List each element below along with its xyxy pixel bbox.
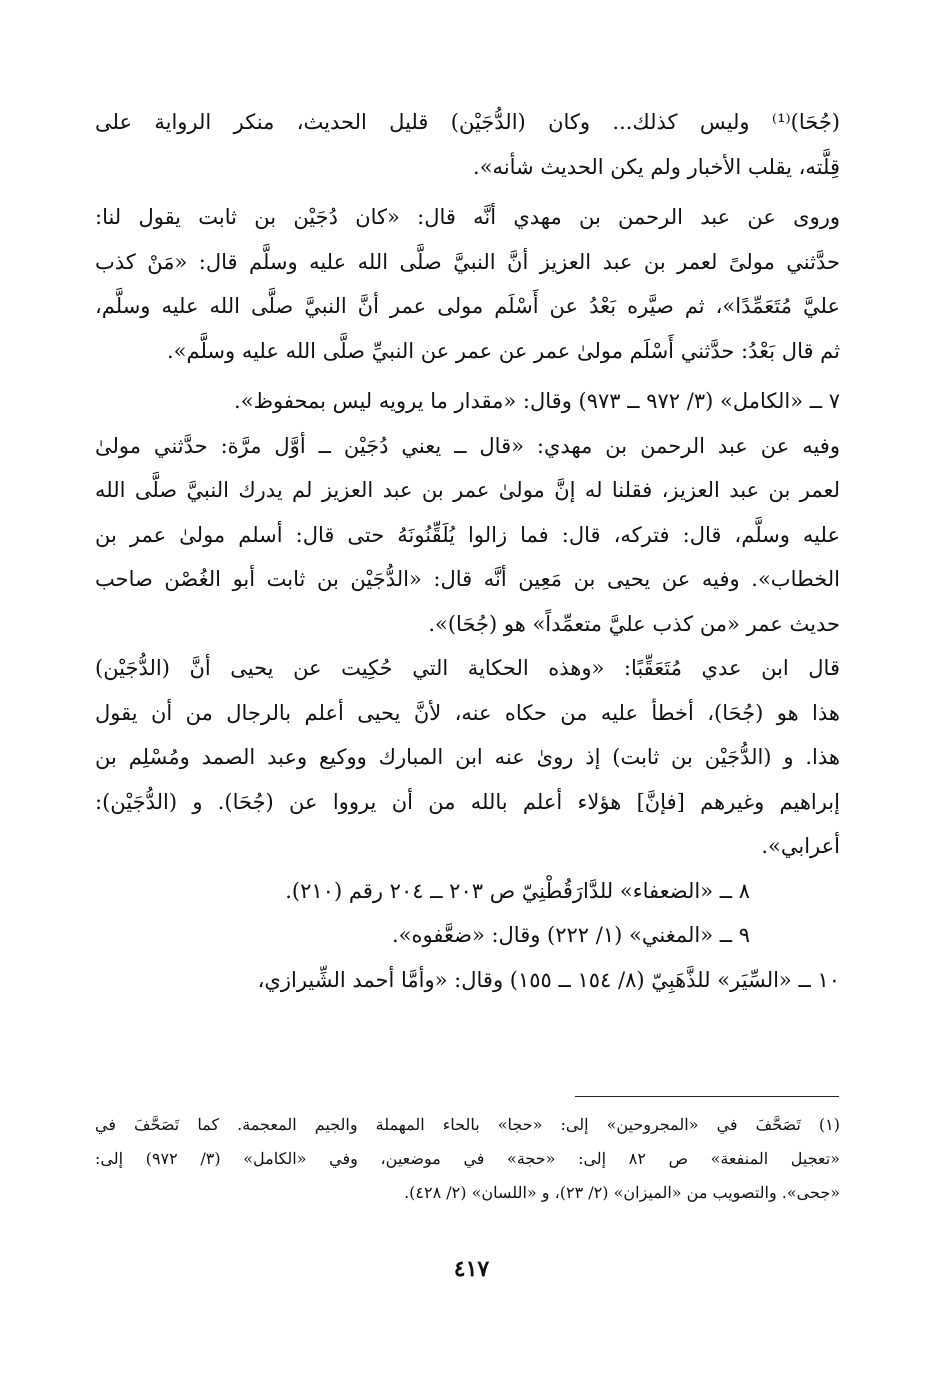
footnote-line: (١) تَصَحَّفَ في «المجروحين» إلى: «حجا» بالحاء المهملة والجيم المعجمة. كما تَصَحَّفَ في <box>95 1115 840 1134</box>
paragraph <box>95 379 840 424</box>
text-line: عليَّ مُتَعَمِّدًا»، ثم صيَّره بَعْدُ عن أَسْلَم مولى عمر أنَّ النبيَّ صلَّى الله عليه وسلَّم، <box>95 294 840 318</box>
text-line: هذا هو (جُحَا)، أخطأ عليه من حكاه عنه، لأنَّ يحيى أعلم بالرجال من أن يقول <box>95 700 840 725</box>
list-item: ١٠ ــ «السِّيَر» للذَّهَبِيّ (٨/ ١٥٤ ــ ١٥٥) وقال: «وأمَّا أحمد الشِّيرازي، <box>257 967 840 992</box>
paragraph <box>95 646 840 869</box>
paragraph <box>95 195 840 373</box>
text-line: قِلَّته، يقلب الأخبار ولم يكن الحديث شأنه». <box>473 154 840 179</box>
text-line: وفيه عن عبد الرحمن بن مهدي: «قال ــ يعني دُجَيْن ــ أوَّل مرَّة: حدَّثني مولىٰ <box>95 433 840 458</box>
list-item: ٩ ــ «المغني» (١/ ٢٢٢) وقال: «ضعَّفوه». <box>391 923 750 947</box>
text-line: لعمر بن عبد العزيز، فقلنا له إنَّ مولىٰ عمر بن عبد العزيز لم يدرك النبيَّ صلَّى الله <box>95 478 840 502</box>
text-line: ثم قال بَعْدُ: حدَّثني أَسْلَم مولىٰ عمر عن عمر عن النبيِّ صلَّى الله عليه وسلَّم». <box>166 338 840 363</box>
page-body <box>95 100 840 1002</box>
footnotes <box>95 1108 840 1210</box>
paragraph <box>95 424 840 647</box>
text-line: إبراهيم وغيرهم [فإنَّ] هؤلاء أعلم بالله من أن يرووا عن (جُحَا). و (الدُّجَيْن): <box>95 789 840 814</box>
text-line: حديث عمر «من كذب عليَّ متعمِّداً» هو (جُحَا)». <box>428 611 840 636</box>
main-text <box>95 100 840 1002</box>
text-line: حدَّثني مولىً لعمر بن عبد العزيز أنَّ النبيَّ صلَّى الله عليه وسلَّم قال: «مَنْ كذب <box>95 249 840 274</box>
text-line: عليه وسلَّم، قال: فتركه، قال: فما زالوا يُلَقِّنُونَهُ حتى قال: أسلم مولىٰ عمر بن <box>95 522 840 547</box>
footnote-line: «تعجيل المنفعة» ص ٨٢ إلى: «حجة» في موضعين، وفي «الكامل» (٣/ ٩٧٢) إلى: <box>95 1149 840 1168</box>
text-line: أعرابي». <box>761 834 840 858</box>
text-line: قال ابن عدي مُتَعَقِّبًا: «وهذه الحكاية التي حُكِيت عن يحيى أنَّ (الدُّجَيْن) <box>95 656 840 680</box>
text-line: (جُحَا)⁽¹⁾ وليس كذلك... وكان (الدُّجَيْن) قليل الحديث، منكر الرواية على <box>95 110 840 134</box>
list-item: ٨ ــ «الضعفاء» للدَّارَقُطْنِيّ ص ٢٠٣ ــ ٢٠٤ رقم (٢١٠). <box>285 878 750 903</box>
footnote-separator <box>575 1096 839 1097</box>
text-line: هذا. و (الدُّجَيْن بن ثابت) إذ روىٰ عنه ابن المبارك ووكيع وعبد الصمد ومُسْلِم بن <box>95 745 840 769</box>
paragraph <box>95 100 840 189</box>
page-number: ٤١٧ <box>453 1256 490 1282</box>
source-list <box>95 869 840 1003</box>
text-line: الخطاب». وفيه عن يحيى بن مَعِين أنَّه قال: «الدُّجَيْن بن ثابت أبو الغُصْن صاحب <box>95 567 840 591</box>
text-line: ٧ ــ «الكامل» (٣/ ٩٧٢ ــ ٩٧٣) وقال: «مقدار ما يرويه ليس بمحفوظ». <box>234 389 840 413</box>
text-line: وروى عن عبد الرحمن بن مهدي أنَّه قال: «كان دُجَيْن بن ثابت يقول لنا: <box>95 205 840 229</box>
footnote-line: «جحى». والتصويب من «الميزان» (٢/ ٢٣)، و «اللسان» (٢/ ٤٢٨). <box>404 1183 840 1202</box>
